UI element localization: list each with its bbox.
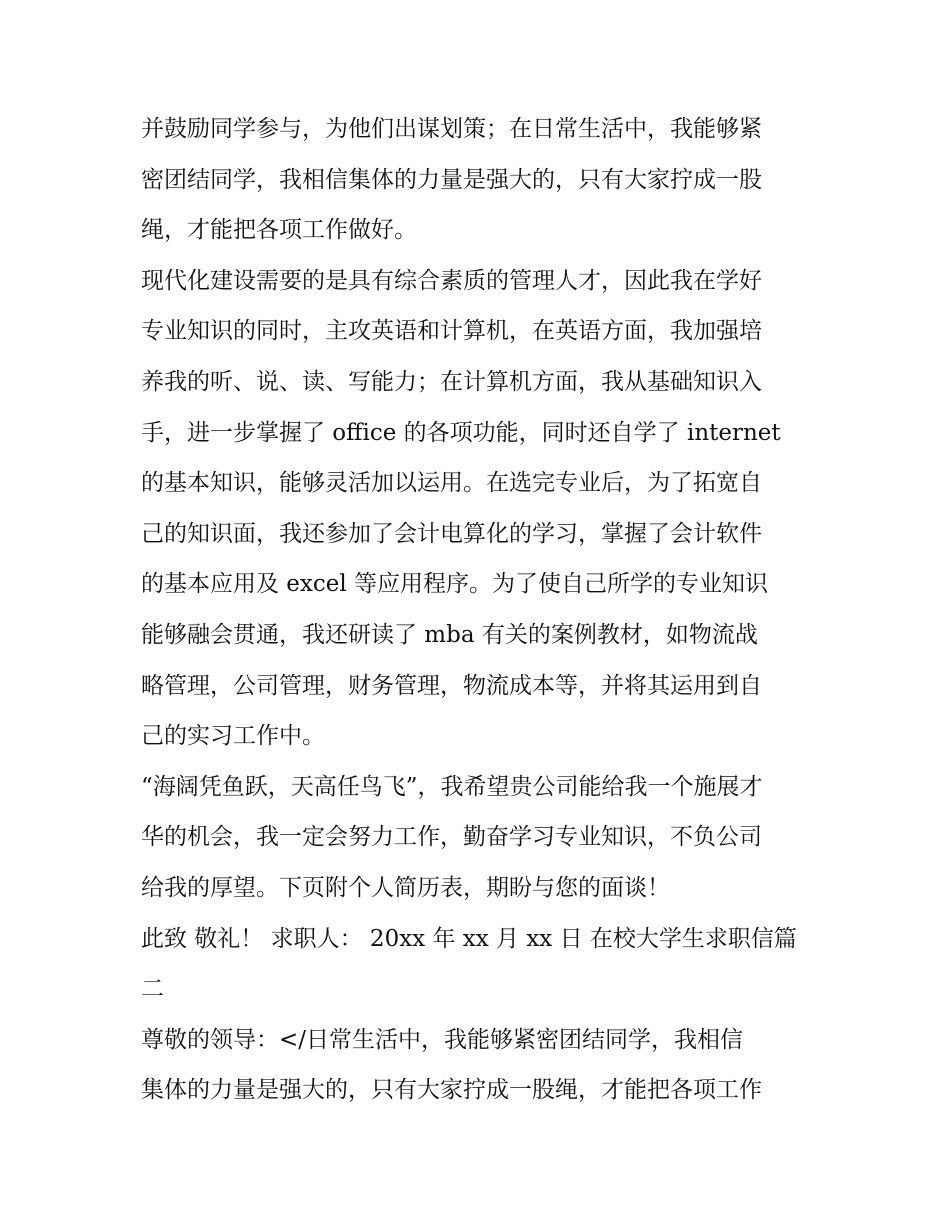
- text-line: 专业知识的同时，主攻英语和计算机，在英语方面，我加强培: [141, 318, 762, 345]
- text-line: 集体的力量是强大的，只有大家拧成一股绳，才能把各项工作: [141, 1077, 762, 1104]
- text-line: 二: [141, 976, 164, 1003]
- text-line: 手，进一步掌握了 office 的各项功能，同时还自学了 internet: [141, 419, 781, 446]
- text-line: 己的实习工作中。: [141, 723, 325, 750]
- text-line: 绳，才能把各项工作做好。: [141, 217, 417, 244]
- text-line: 现代化建设需要的是具有综合素质的管理人才，因此我在学好: [141, 267, 762, 294]
- text-line: 养我的听、说、读、写能力；在计算机方面，我从基础知识入: [141, 368, 762, 395]
- text-line: 能够融会贯通，我还研读了 mba 有关的案例教材，如物流战: [141, 621, 758, 648]
- text-line: 密团结同学，我相信集体的力量是强大的，只有大家拧成一股: [141, 166, 762, 193]
- text-line: 此致 敬礼！ 求职人： 20xx 年 xx 月 xx 日 在校大学生求职信篇: [141, 925, 797, 952]
- text-line: 华的机会，我一定会努力工作，勤奋学习专业知识，不负公司: [141, 824, 762, 851]
- text-line: 并鼓励同学参与，为他们出谋划策；在日常生活中，我能够紧: [141, 116, 762, 142]
- text-line: 的基本知识，能够灵活加以运用。在选完专业后，为了拓宽自: [141, 470, 762, 497]
- text-line: 的基本应用及 excel 等应用程序。为了使自己所学的专业知识: [141, 571, 769, 598]
- text-line: 己的知识面，我还参加了会计电算化的学习，掌握了会计软件: [141, 520, 762, 547]
- text-line: 给我的厚望。下页附个人简历表，期盼与您的面谈！: [141, 874, 670, 901]
- text-line: 略管理，公司管理，财务管理，物流成本等，并将其运用到自: [141, 672, 762, 699]
- letter-body: [141, 104, 821, 1116]
- text-line: 尊敬的领导：</日常生活中，我能够紧密团结同学，我相信: [141, 1026, 744, 1053]
- text-line: “海阔凭鱼跃，天高任鸟飞”，我希望贵公司能给我一个施展才: [141, 773, 763, 800]
